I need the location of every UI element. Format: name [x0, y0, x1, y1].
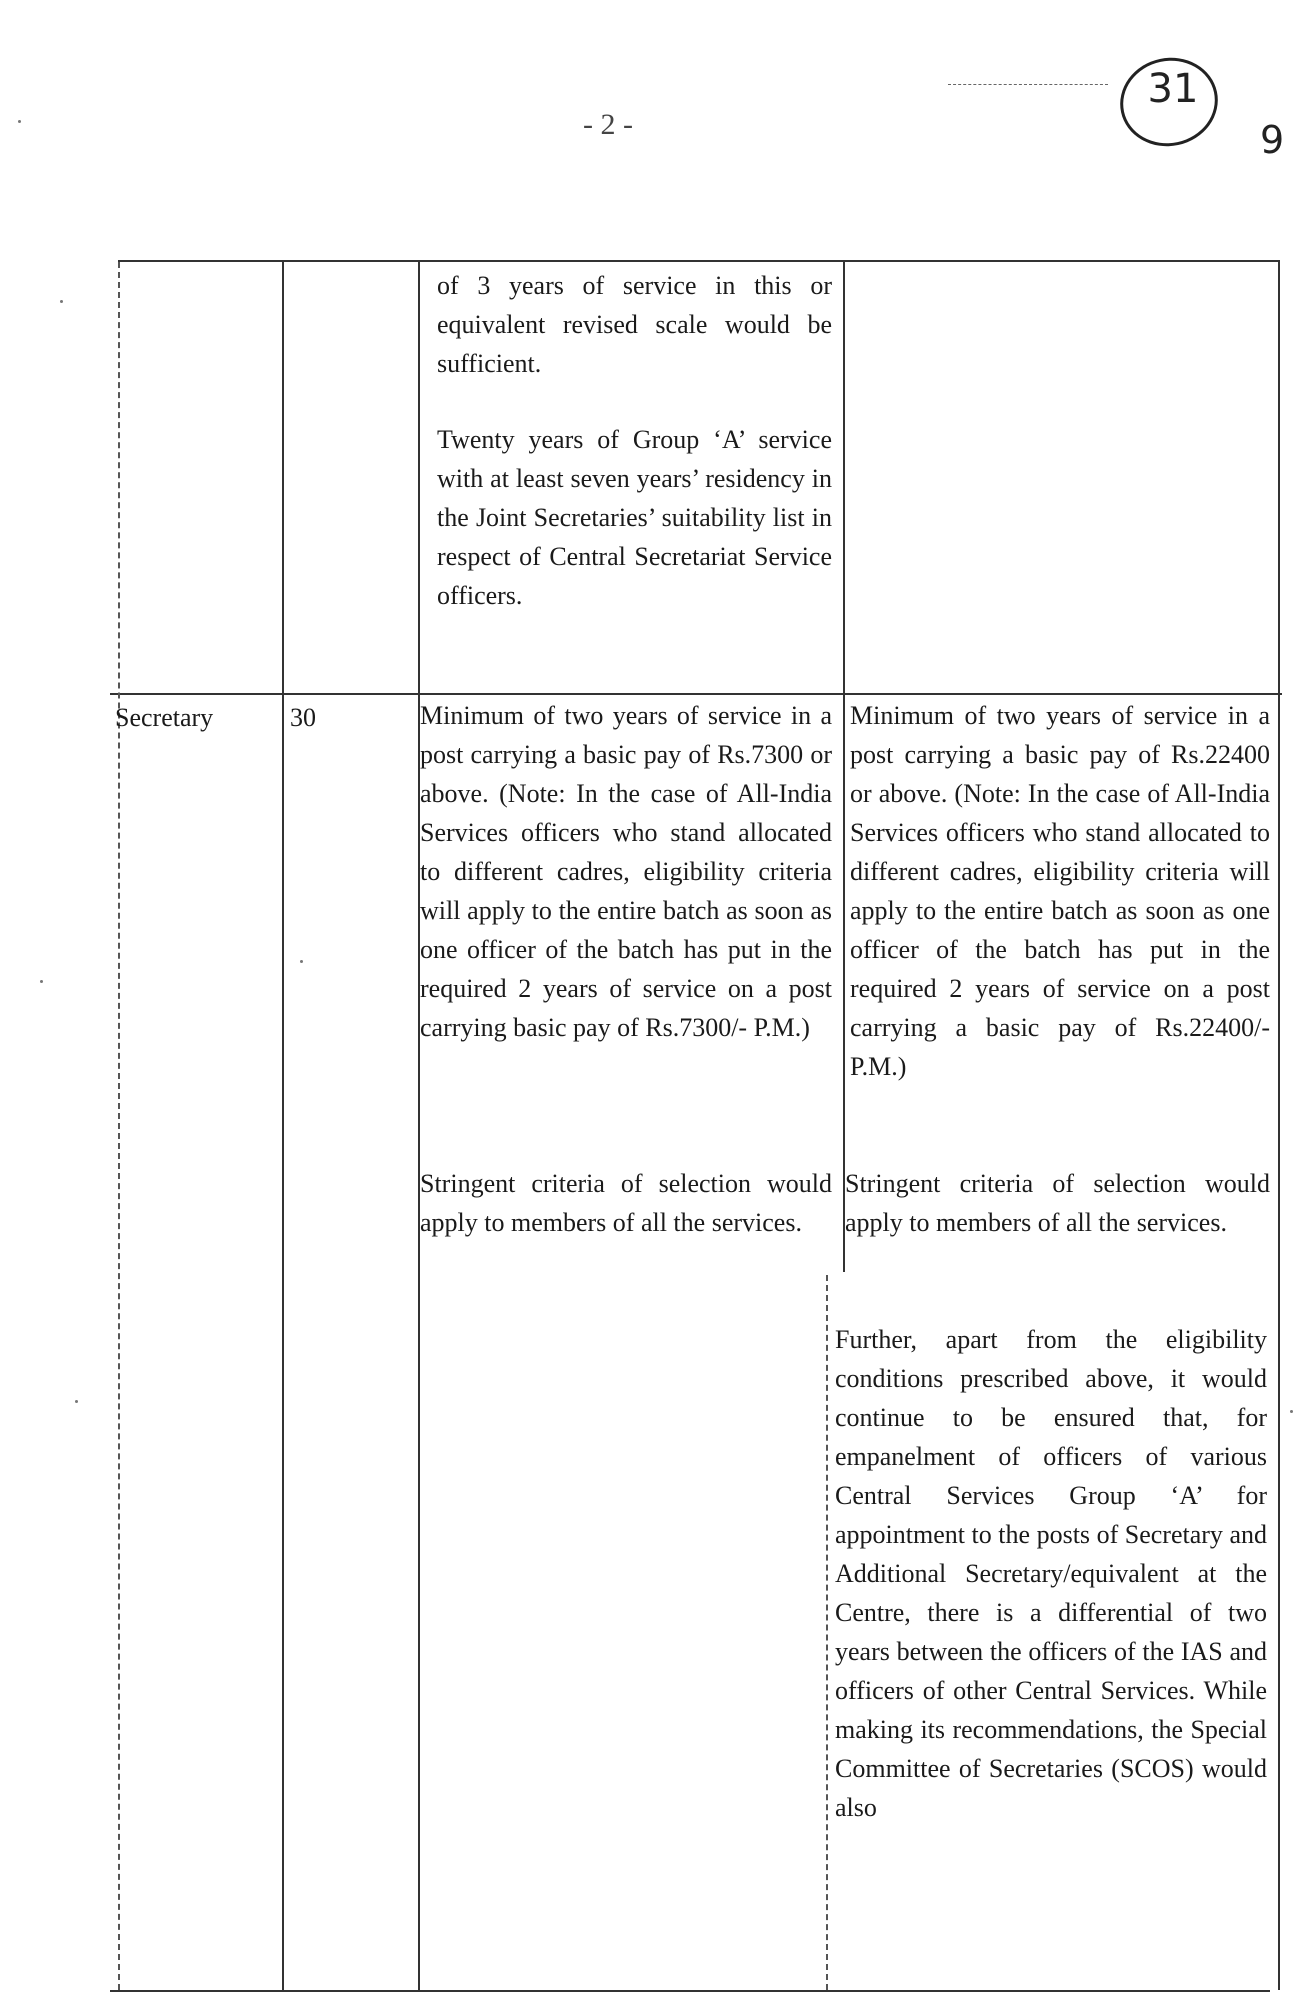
- scan-speck: [1290, 1410, 1293, 1413]
- secretary-col4-para3: Further, apart from the eligibility conditions prescribed above, it would continue to be ensured that, for empanelment of officers of various Central Services Group ‘A’ for appointment to the posts of Secretary and Additional Secretary/equivalent at the Centre, there is a differential of two years between the officers of the IAS and officers of other Central Services. While making its recommendations, the Special Committee of Secretaries (SCOS) would also: [835, 1325, 1267, 1822]
- secretary-col3-para1: Minimum of two years of service in a post carrying a basic pay of Rs.7300 or above. (Note: In the case of All-India Services officers who stand allocated to different cadres, eligibility criteria will apply to the entire batch as soon as one officer of the batch has put in the required 2 years of service on a post carrying basic pay of Rs.7300/- P.M.): [420, 701, 832, 1042]
- row-divider: [110, 693, 1282, 695]
- column-line-4-lower: [826, 1275, 828, 1990]
- column-line-5: [1278, 262, 1280, 1990]
- column-line-4-upper: [843, 262, 845, 1272]
- page-number: - 2 -: [583, 108, 633, 141]
- table-top-border: [118, 260, 1280, 262]
- scan-speck: [300, 960, 303, 963]
- scan-speck: [75, 1400, 78, 1403]
- column-line-2: [282, 262, 284, 1990]
- scan-speck: [40, 980, 43, 983]
- page-stamp-number: 31: [1147, 66, 1199, 112]
- scan-speck: [60, 300, 63, 303]
- side-mark: 9: [1260, 118, 1285, 162]
- continued-row-col3-para2: Twenty years of Group ‘A’ service with at least seven years’ residency in the Joint Secretaries’ suitability list in respect of Central Secretariat Service officers.: [437, 425, 832, 610]
- column-line-3: [418, 262, 420, 1990]
- secretary-col4-para1: Minimum of two years of service in a post carrying a basic pay of Rs.22400 or above. (Note: In the case of All-India Services officers who stand allocated to different cadres, eligibility criteria will apply to the entire batch as soon as one officer of the batch has put in the required 2 years of service on a post carrying a basic pay of Rs.22400/- P.M.): [850, 701, 1270, 1081]
- column-line-1: [118, 262, 120, 1990]
- secretary-col4-para2: Stringent criteria of selection would apply to members of all the services.: [845, 1169, 1270, 1237]
- secretary-col3-para2: Stringent criteria of selection would apply to members of all the services.: [420, 1169, 832, 1237]
- secretary-col2-value: 30: [290, 703, 316, 732]
- post-secretary: Secretary: [115, 703, 214, 732]
- table-bottom-border: [110, 1990, 1270, 1992]
- continued-row-col3-line1: of 3 years of service in this or equivalent revised scale would be sufficient.: [437, 271, 832, 378]
- header-dash-line: [948, 84, 1108, 85]
- scan-speck: [18, 120, 21, 123]
